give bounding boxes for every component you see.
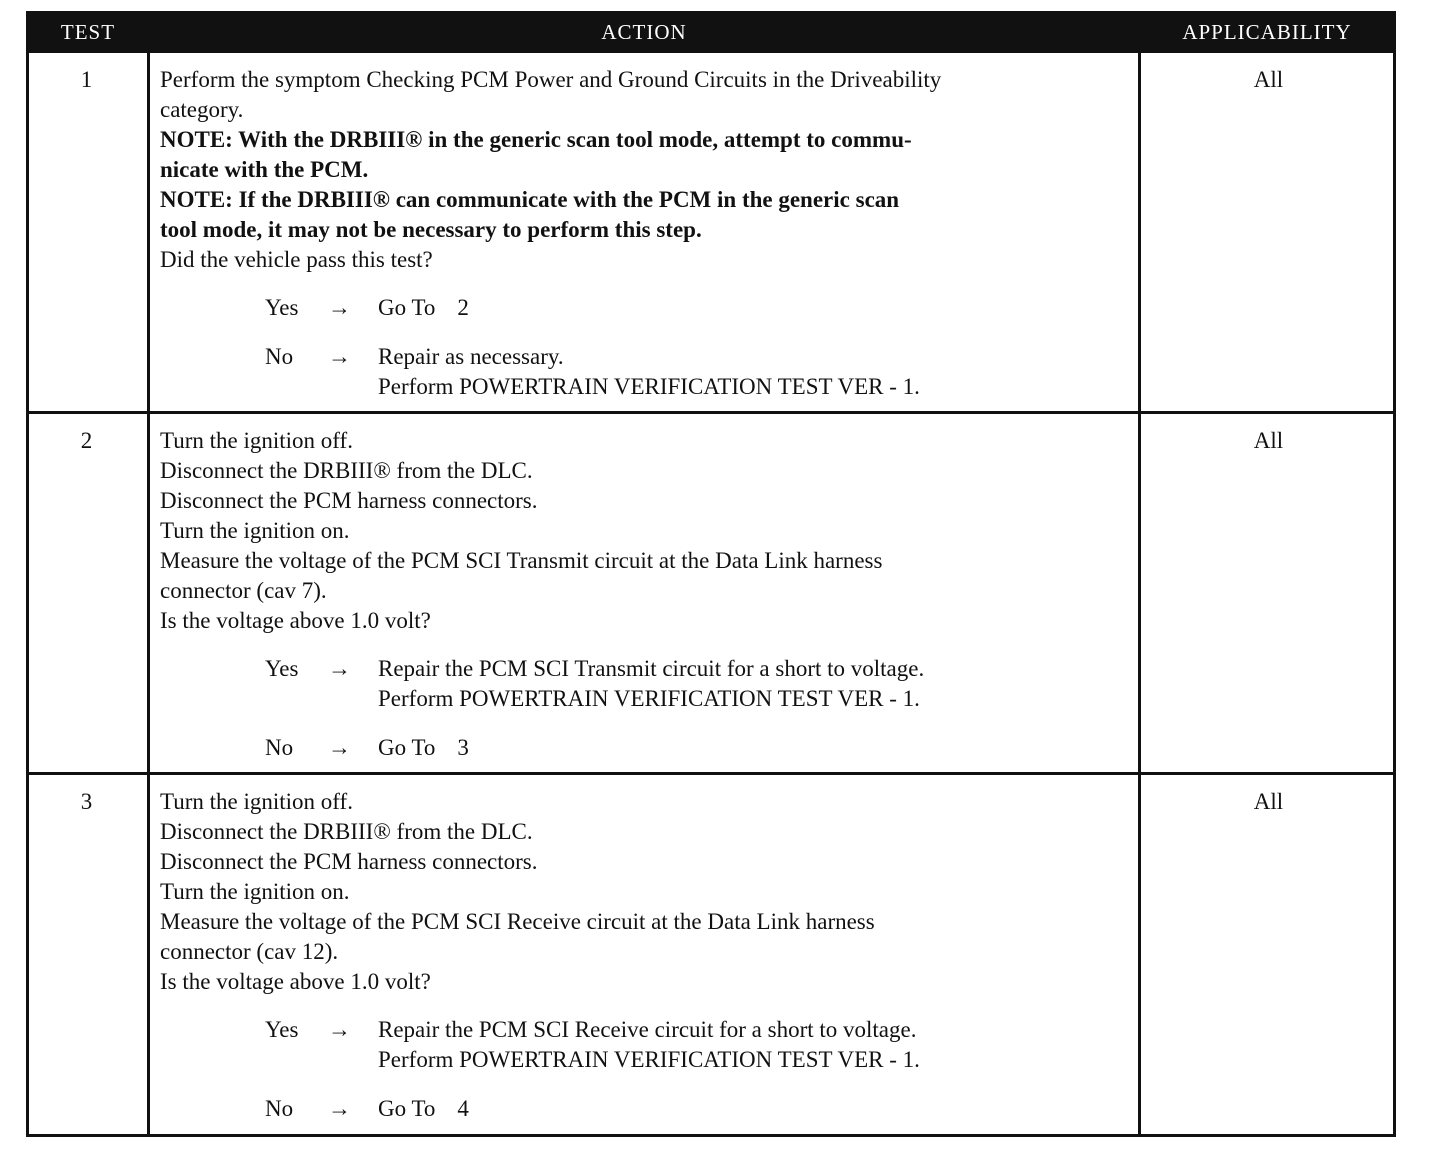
answer-text: [378, 342, 920, 402]
instruction-line: Perform the symptom Checking PCM Power and Ground Circuits in the Driveability: [160, 67, 942, 92]
applicability-cell: All: [1138, 414, 1396, 772]
instruction-line: Is the voltage above 1.0 volt?: [160, 969, 431, 994]
answer-line: Go To: [378, 735, 436, 760]
note-line: NOTE: If the DRBIII® can communicate with the PCM in the generic scan: [160, 187, 900, 212]
instruction-line: connector (cav 7).: [160, 578, 327, 603]
instruction-line: category.: [160, 97, 244, 122]
answer-yes: [160, 293, 1130, 323]
note-line: NOTE: With the DRBIII® in the generic scan tool mode, attempt to commu-: [160, 127, 912, 152]
answer-line: Repair the PCM SCI Receive circuit for a short to voltage.: [378, 1017, 917, 1042]
answer-text: [378, 1094, 469, 1124]
action-cell: [150, 53, 1138, 411]
header-action: ACTION: [601, 20, 687, 44]
goto-step[interactable]: 4: [457, 1096, 469, 1121]
answer-text: [378, 733, 469, 763]
applicability-cell: All: [1138, 53, 1396, 411]
table-header: [26, 11, 1396, 53]
action-cell: [150, 775, 1138, 1137]
header-applicability: APPLICABILITY: [1182, 20, 1352, 44]
answer-line: Go To: [378, 1096, 436, 1121]
instruction-line: Measure the voltage of the PCM SCI Transmit circuit at the Data Link harness: [160, 548, 883, 573]
answers: [160, 1015, 1130, 1124]
answer-line: Go To: [378, 295, 436, 320]
arrow-icon: →: [328, 1096, 351, 1121]
answer-text: [378, 1015, 920, 1075]
arrow-icon: →: [328, 735, 351, 760]
answer-yes: [160, 1015, 1130, 1075]
answer-label: Yes: [265, 295, 299, 320]
table-row: [26, 411, 1396, 772]
test-number: 1: [26, 53, 150, 411]
answer-yes: [160, 654, 1130, 714]
goto-step[interactable]: 2: [457, 295, 469, 320]
answer-line: Repair the PCM SCI Transmit circuit for a short to voltage.: [378, 656, 925, 681]
answer-label: No: [265, 344, 294, 369]
test-number: 3: [26, 775, 150, 1137]
answer-no: [160, 733, 1130, 763]
answer-label: No: [265, 735, 294, 760]
instruction-line: Disconnect the PCM harness connectors.: [160, 849, 538, 874]
answer-text: [378, 654, 924, 714]
instruction-line: Did the vehicle pass this test?: [160, 247, 433, 272]
diagnostic-table: [26, 11, 1396, 1137]
instruction-line: Disconnect the DRBIII® from the DLC.: [160, 458, 533, 483]
instruction-line: Disconnect the PCM harness connectors.: [160, 488, 538, 513]
applicability-cell: All: [1138, 775, 1396, 1137]
instruction-line: connector (cav 12).: [160, 939, 339, 964]
arrow-icon: →: [328, 344, 351, 369]
instruction-line: Disconnect the DRBIII® from the DLC.: [160, 819, 533, 844]
note-line: nicate with the PCM.: [160, 157, 369, 182]
answer-line: Perform POWERTRAIN VERIFICATION TEST VER - 1.: [378, 1047, 920, 1072]
table-row: [26, 53, 1396, 411]
instruction-line: Is the voltage above 1.0 volt?: [160, 608, 431, 633]
answers: [160, 654, 1130, 763]
answers: [160, 293, 1130, 402]
answer-label: No: [265, 1096, 294, 1121]
answer-line: Repair as necessary.: [378, 344, 564, 369]
instruction-line: Turn the ignition on.: [160, 879, 350, 904]
arrow-icon: →: [328, 295, 351, 320]
arrow-icon: →: [328, 656, 351, 681]
goto-step[interactable]: 3: [457, 735, 469, 760]
note-line: tool mode, it may not be necessary to perform this step.: [160, 217, 702, 242]
header-test: TEST: [60, 20, 116, 44]
action-cell: [150, 414, 1138, 772]
answer-label: Yes: [265, 656, 299, 681]
answer-label: Yes: [265, 1017, 299, 1042]
instruction-line: Turn the ignition off.: [160, 428, 353, 453]
test-number: 2: [26, 414, 150, 772]
table-row: [26, 772, 1396, 1137]
answer-no: [160, 342, 1130, 402]
answer-line: Perform POWERTRAIN VERIFICATION TEST VER - 1.: [378, 374, 920, 399]
arrow-icon: →: [328, 1017, 351, 1042]
instruction-line: Measure the voltage of the PCM SCI Receive circuit at the Data Link harness: [160, 909, 875, 934]
instruction-line: Turn the ignition on.: [160, 518, 350, 543]
answer-text: [378, 293, 469, 323]
instruction-line: Turn the ignition off.: [160, 789, 353, 814]
answer-no: [160, 1094, 1130, 1124]
answer-line: Perform POWERTRAIN VERIFICATION TEST VER - 1.: [378, 686, 920, 711]
